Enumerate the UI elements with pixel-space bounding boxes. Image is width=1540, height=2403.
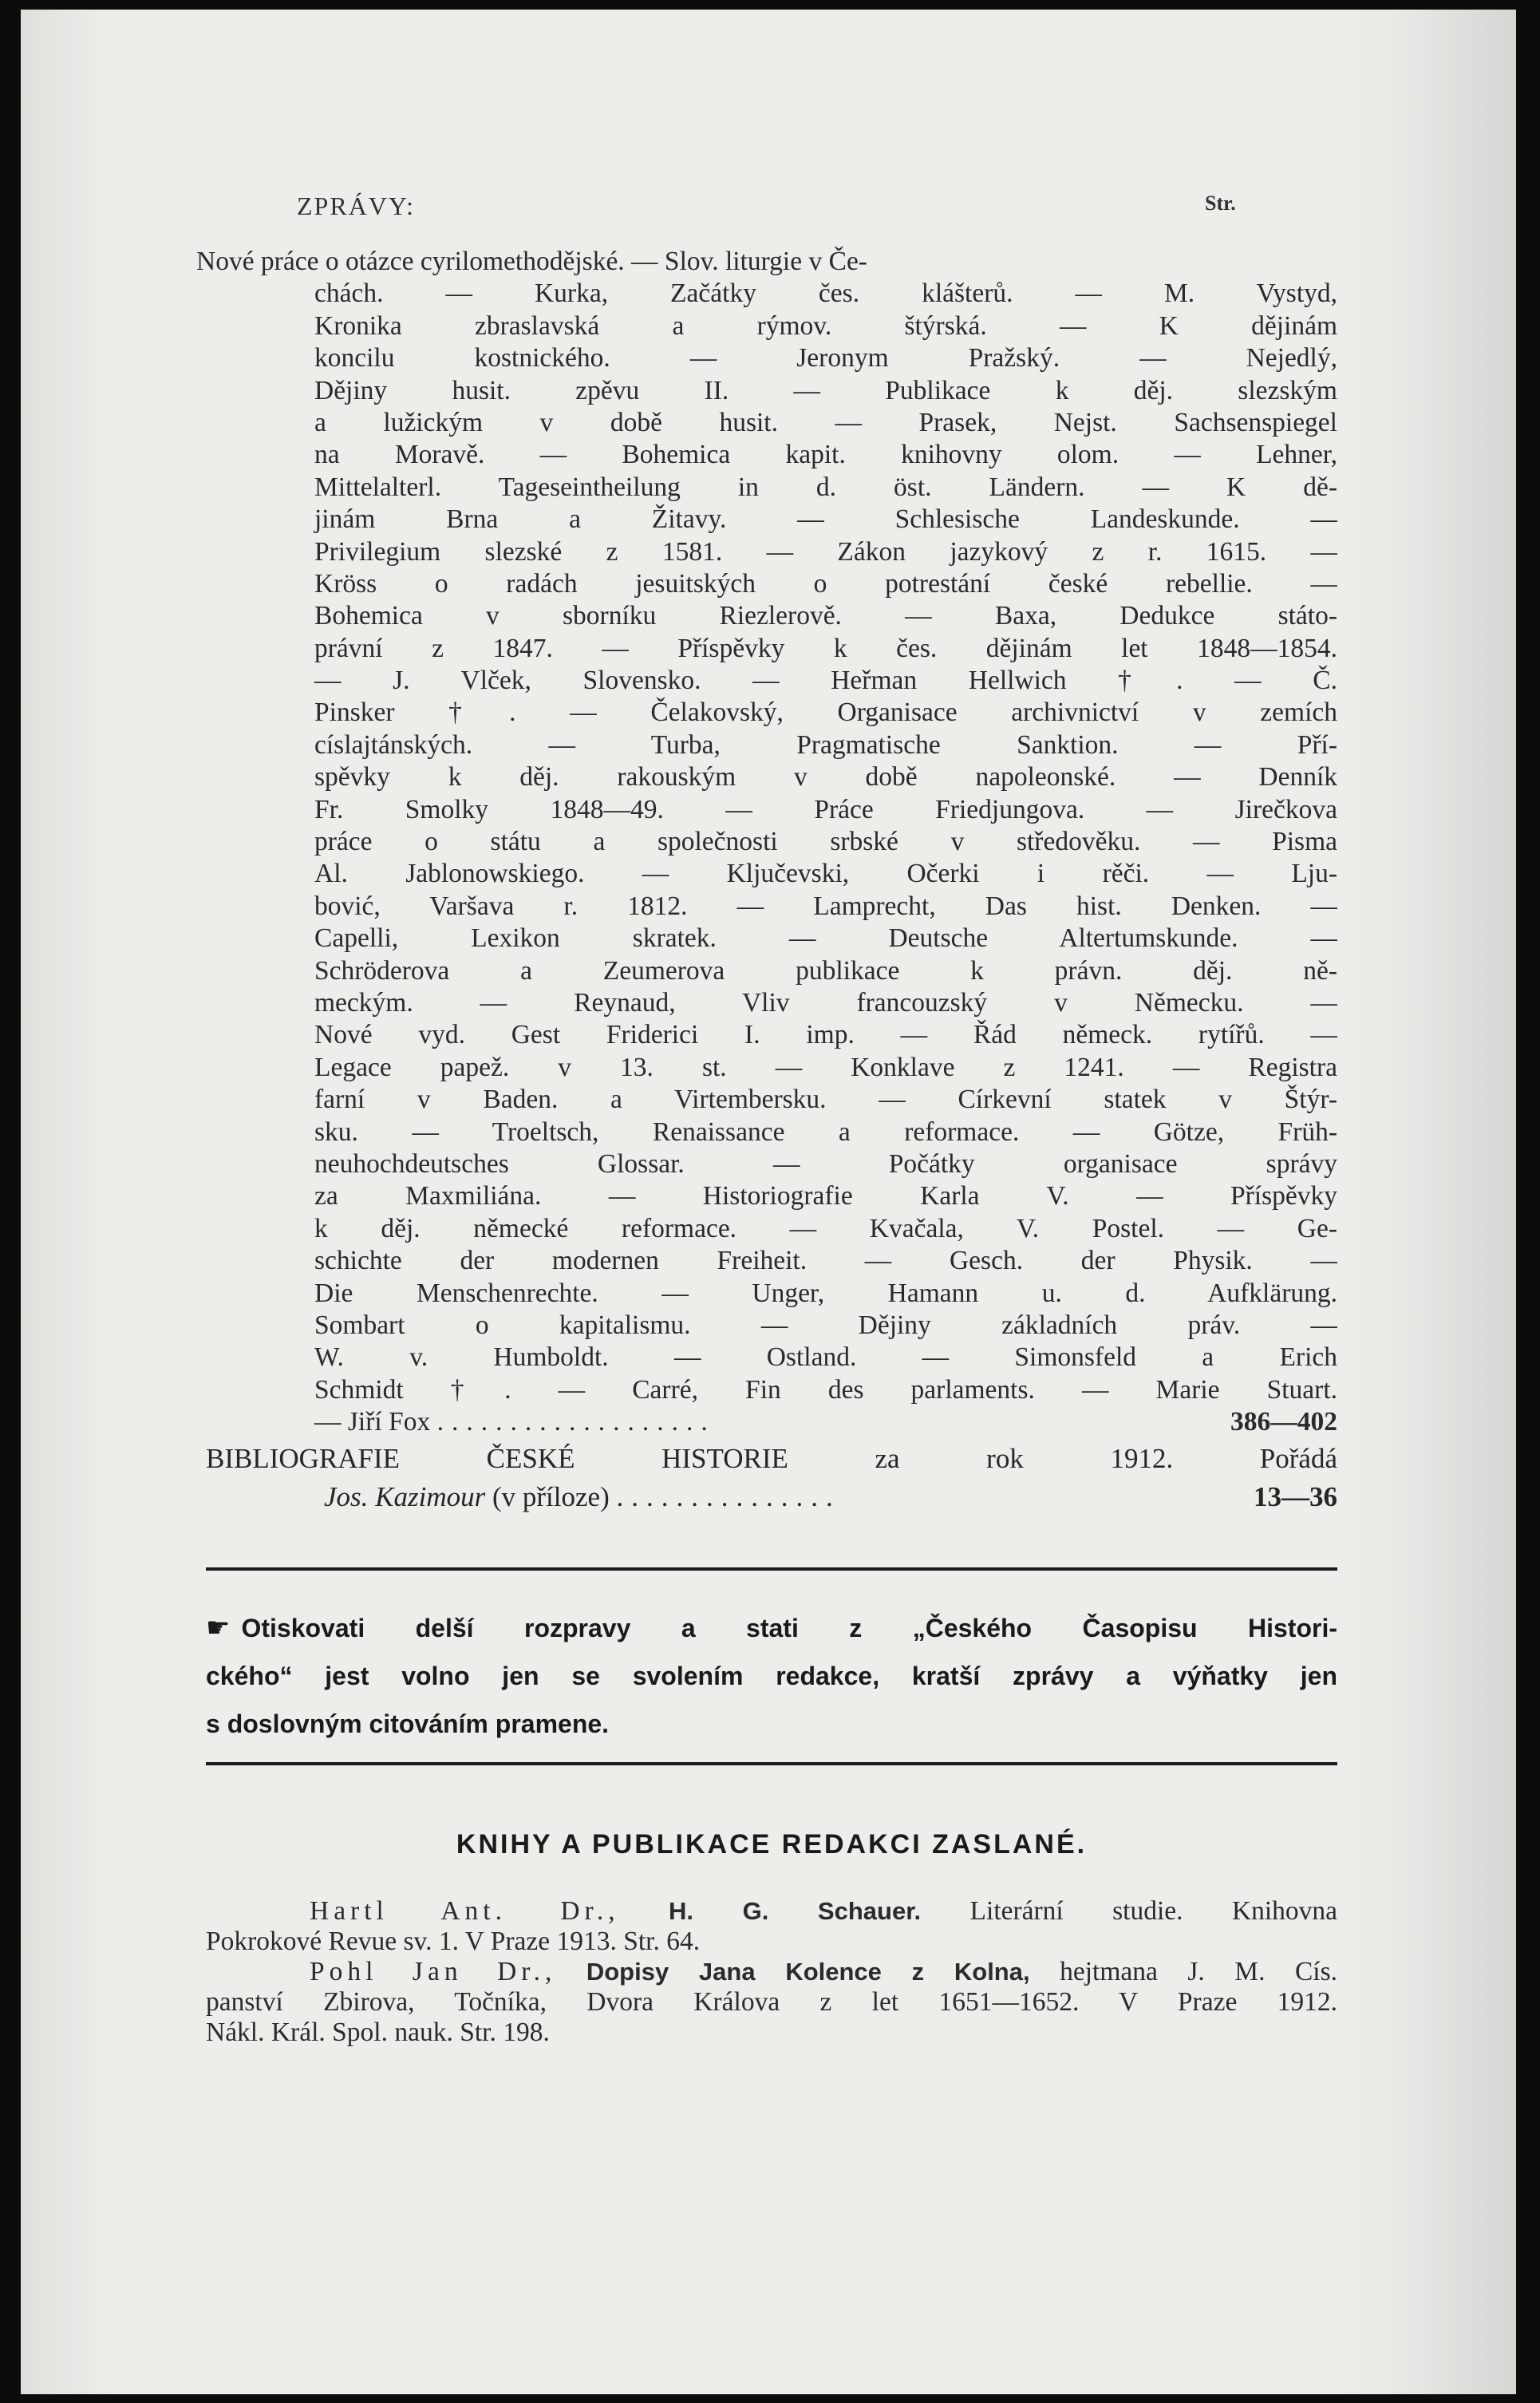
- book-entry-line: [206, 1957, 1337, 1987]
- page-range: 386—402: [1230, 1407, 1337, 1437]
- zpravy-line: k děj. německé reformace. — Kvačala, V. Postel. — Ge-: [314, 1213, 1337, 1243]
- compiler-name: Jos. Kazimour: [324, 1481, 486, 1512]
- books-list: [206, 1896, 1337, 2048]
- bibliografie-compiler-line: [206, 1478, 1337, 1516]
- section-title: ZPRÁVY:: [297, 192, 415, 220]
- zpravy-line: právní z 1847. — Příspěvky k čes. dějinám let 1848—1854.: [314, 633, 1337, 663]
- zpravy-line: chách. — Kurka, Začátky čes. klášterů. — M. Vystyd,: [314, 279, 1337, 309]
- zpravy-line: Nové vyd. Gest Friderici I. imp. — Řád německ. rytířů. —: [314, 1020, 1337, 1050]
- bibliografie-entry: [206, 1440, 1337, 1516]
- supplement-note: (v příloze): [492, 1481, 610, 1512]
- copyright-notice: [206, 1604, 1337, 1748]
- leader-dots: ...................: [436, 1407, 716, 1437]
- zpravy-line: farní v Baden. a Virtembersku. — Církevní statek v Štýr-: [314, 1085, 1337, 1115]
- book-entry-line: [206, 1896, 1337, 1927]
- zpravy-line: práce o státu a společnosti srbské v středověku. — Pisma: [314, 827, 1337, 857]
- zpravy-line: Kronika zbraslavská a rýmov. štýrská. — K dějinám: [314, 310, 1337, 341]
- zpravy-line: koncilu kostnického. — Jeronym Pražský. — Nejedlý,: [314, 343, 1337, 373]
- book-entry-line: panství Zbirova, Točníka, Dvora Králova z let 1651—1652. V Praze 1912.: [206, 1987, 1337, 2017]
- page-range: 13—36: [1254, 1481, 1337, 1512]
- zpravy-line: a lužickým v době husit. — Prasek, Nejst. Sachsenspiegel: [314, 407, 1337, 437]
- zpravy-line: Nové práce o otázce cyrilomethodějské. — Slov. liturgie v Če-: [196, 247, 867, 276]
- zpravy-line: neuhochdeutsches Glossar. — Počátky organisace správy: [314, 1148, 1337, 1179]
- notice-line: ckého“ jest volno jen se svolením redakce, kratší zprávy a výňatky jen: [206, 1662, 1337, 1690]
- zpravy-line: císlajtánských. — Turba, Pragmatische Sanktion. — Pří-: [314, 729, 1337, 760]
- zpravy-line: Schröderova a Zeumerova publikace k právn. děj. ně-: [314, 955, 1337, 986]
- page-column-label: Str.: [1205, 192, 1236, 215]
- zpravy-line: Legace papež. v 13. st. — Konklave z 1241. — Registra: [314, 1052, 1337, 1082]
- book-page: [21, 10, 1516, 2394]
- zpravy-line: Mittelalterl. Tageseintheilung in d. öst. Ländern. — K dě-: [314, 472, 1337, 502]
- zpravy-line: spěvky k děj. rakouským v době napoleonské. — Denník: [314, 762, 1337, 792]
- zpravy-line: Sombart o kapitalismu. — Dějiny základních práv. —: [314, 1310, 1337, 1340]
- zpravy-line: bović, Varšava r. 1812. — Lamprecht, Das hist. Denken. —: [314, 891, 1337, 921]
- zpravy-line: sku. — Troeltsch, Renaissance a reformace. — Götze, Früh-: [314, 1117, 1337, 1147]
- page-shadow: [1337, 10, 1516, 2394]
- zpravy-line: Schmidt †. — Carré, Fin des parlaments. — Marie Stuart.: [314, 1374, 1337, 1405]
- divider-rule: [206, 1567, 1337, 1571]
- zpravy-line: Pinsker †. — Čelakovský, Organisace archivnictví v zemích: [314, 698, 1337, 728]
- zpravy-line: Kröss o radách jesuitských o potrestání české rebellie. —: [314, 568, 1337, 599]
- zpravy-line: Privilegium slezské z 1581. — Zákon jazykový z r. 1615. —: [314, 536, 1337, 567]
- book-author: Hartl Ant. Dr.,: [310, 1896, 620, 1926]
- book-author: Pohl Jan Dr.,: [310, 1957, 557, 1986]
- zpravy-line: Dějiny husit. zpěvu II. — Publikace k děj. slezským: [314, 375, 1337, 405]
- book-title: H. G. Schauer.: [668, 1897, 922, 1925]
- zpravy-line: schichte der modernen Freiheit. — Gesch. der Physik. —: [314, 1246, 1337, 1276]
- pointing-hand-icon: ☛: [206, 1613, 231, 1643]
- zpravy-line: Al. Jablonowskiego. — Ključevski, Očerki i rěči. — Lju-: [314, 859, 1337, 889]
- zpravy-line: Fr. Smolky 1848—49. — Práce Friedjungova. — Jirečkova: [314, 794, 1337, 824]
- zpravy-line: — J. Vlček, Slovensko. — Heřman Hellwich †. — Č.: [314, 666, 1337, 696]
- zpravy-line: Capelli, Lexikon skratek. — Deutsche Altertumskunde. —: [314, 923, 1337, 954]
- notice-line: s doslovným citováním pramene.: [206, 1709, 610, 1738]
- zpravy-line: za Maxmiliána. — Historiografie Karla V. — Příspěvky: [314, 1181, 1337, 1211]
- notice-text: Otiskovati delší rozpravy a stati z „Českého Časopisu Histori-: [241, 1614, 1337, 1642]
- zpravy-last-line: [196, 1406, 1337, 1438]
- zpravy-line: Bohemica v sborníku Riezlerově. — Baxa, Dedukce státo-: [314, 601, 1337, 631]
- leader-dots: ...............: [616, 1481, 841, 1512]
- zpravy-line: na Moravě. — Bohemica kapit. knihovny olom. — Lehner,: [314, 440, 1337, 470]
- zpravy-line: W. v. Humboldt. — Ostland. — Simonsfeld a Erich: [314, 1342, 1337, 1373]
- zpravy-line: jinám Brna a Žitavy. — Schlesische Landeskunde. —: [314, 504, 1337, 535]
- zpravy-line: meckým. — Reynaud, Vliv francouzský v Německu. —: [314, 987, 1337, 1018]
- divider-rule: [206, 1762, 1337, 1765]
- book-entry-line: Nákl. Král. Spol. nauk. Str. 198.: [206, 2018, 550, 2047]
- book-entry-line: Pokrokové Revue sv. 1. V Praze 1913. Str. 64.: [206, 1927, 701, 1956]
- book-title: Dopisy Jana Kolence z Kolna,: [586, 1958, 1030, 1986]
- knihy-heading: KNIHY A PUBLIKACE REDAKCI ZASLANÉ.: [456, 1829, 1088, 1860]
- zpravy-line: Die Menschenrechte. — Unger, Hamann u. d. Aufklärung.: [314, 1278, 1337, 1308]
- notice-line: [206, 1604, 1337, 1652]
- zpravy-entry: [196, 246, 1337, 1438]
- book-details: hejtmana J. M. Cís.: [1060, 1957, 1338, 1986]
- zpravy-last-text: — Jiří Fox: [314, 1407, 431, 1437]
- book-details: Literární studie. Knihovna: [969, 1896, 1337, 1926]
- bibliografie-title: BIBLIOGRAFIE ČESKÉ HISTORIE za rok 1912. Pořádá: [206, 1443, 1337, 1474]
